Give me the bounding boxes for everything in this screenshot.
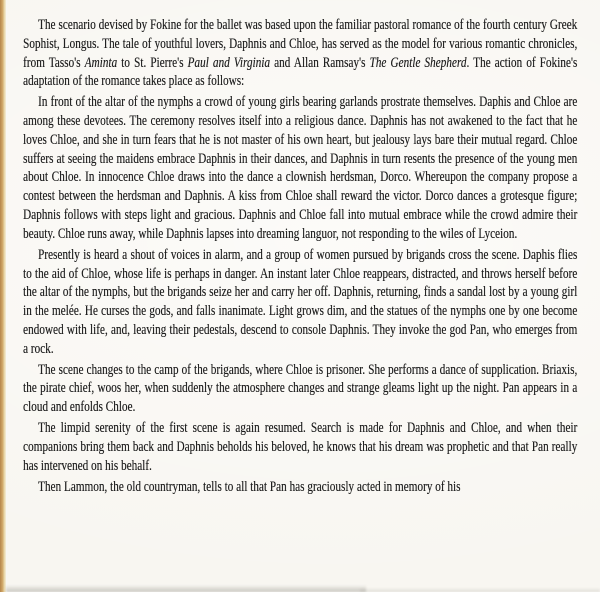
text-run: Presently is heard a shout of voices in alarm, and a group of women pursued by brigands cross the scene. Daphis flies to the aid of Chloe, whose life is perhaps in danger. An instant later Chloe reappears, distracted, and throws herself before the altar of the nymphs, but the brigands seize her and carry her off. Daphnis, returning, finds a sandal lost by a young girl in the melée. He curses the gods, and falls inanimate. Light grows dim, and the statues of the nymphs one by one become endowed with life, and, leaving their pedestals, descend to console Daphnis. They invoke the god Pan, who emerges from a rock. bbox=[23, 246, 578, 357]
paragraph-4 bbox=[23, 361, 577, 417]
text-run: and Allan Ramsay's bbox=[269, 54, 370, 71]
bottom-scan-shadow-right bbox=[360, 588, 600, 592]
paragraph-2 bbox=[23, 93, 577, 243]
paragraph-3 bbox=[23, 246, 577, 359]
bottom-scan-shadow bbox=[6, 585, 366, 592]
italic-title-run: The Gentle Shepherd bbox=[369, 54, 467, 71]
italic-title-run: Aminta bbox=[84, 54, 118, 71]
paragraph-1 bbox=[23, 16, 577, 91]
text-run: Then Lammon, the old countryman, tells to all that Pan has graciously acted in memory of his bbox=[37, 478, 461, 495]
text-run: In front of the altar of the nymphs a crowd of young girls bearing garlands prostrate themselves. Daphis and Chloe are among these devotees. The ceremony resolves itself into a religious dance. Daphnis has not awakened to the fact that he loves Chloe, and she in turn fears that he is not master of his own heart, but jealousy lays bare their mutual regard. Chloe suffers at seeing the maidens embrace Daphnis in their dances, and Daphnis in turn resents the presence of the young men about Chloe. In innocence Chloe draws into the dance a clownish herdsman, Dorco. Whereupon the company propose a contest between the herdsman and Daphnis. A kiss from Chloe shall reward the victor. Dorco dances a grotesque figure; Daphnis follows with steps light and gracious. Daphnis and Chloe fall into mutual embrace while the crowd admire their beauty. Chloe runs away, while Daphnis lapses into dreaming languor, not responding to the wiles of Lyceion. bbox=[23, 94, 578, 242]
paragraph-5 bbox=[23, 419, 577, 475]
text-run: The scene changes to the camp of the brigands, where Chloe is prisoner. She performs a dance of supplication. Briaxis, the pirate chief, woos her, when suddenly the atmosphere changes and strange gleams light up the night. Pan appears in a cloud and enfolds Chloe. bbox=[23, 361, 578, 416]
text-run: to St. Pierre's bbox=[117, 54, 188, 71]
page-edge-strip bbox=[0, 0, 6, 592]
text-run: . The action of Fokine's adaptation of the romance takes place as follows: bbox=[23, 54, 578, 90]
italic-title-run: Paul and Virginia bbox=[187, 54, 270, 71]
text-run: The limpid serenity of the first scene is again resumed. Search is made for Daphnis and Chloe, and when their companions bring them back and Daphnis beholds his beloved, he knows that his dream was prophetic and that Pan really has intervened on his behalf. bbox=[23, 420, 578, 474]
paragraph-6 bbox=[23, 478, 577, 497]
text-run: The scenario devised by Fokine for the ballet was based upon the familiar pastoral romance of the fourth century Greek Sophist, Longus. The tale of youthful lovers, Daphnis and Chloe, has served as the model for various romantic chronicles, from Tasso's bbox=[23, 17, 578, 71]
text-column bbox=[23, 16, 577, 497]
